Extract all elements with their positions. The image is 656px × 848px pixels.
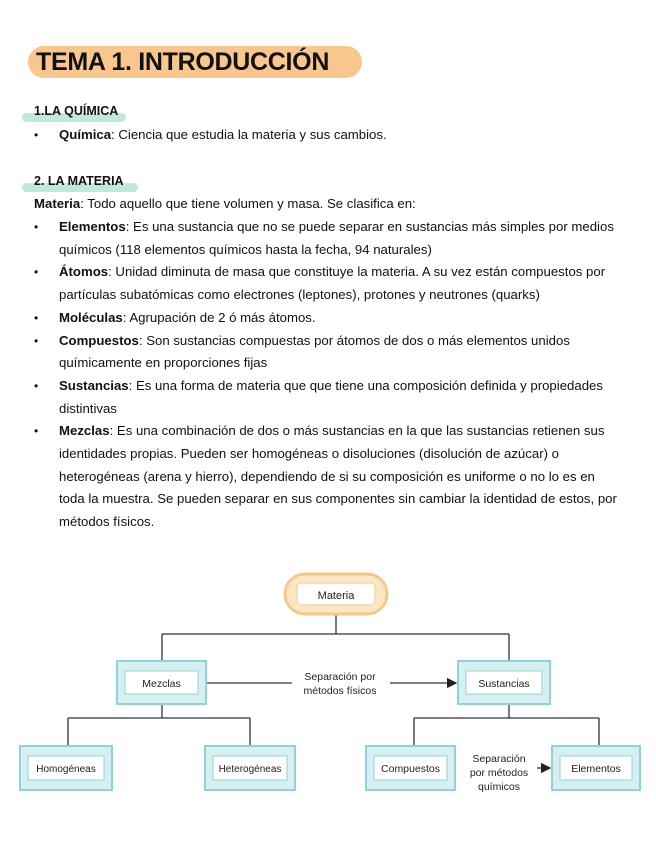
item-text: : Ciencia que estudia la materia y sus cambios. (111, 127, 387, 142)
item-text: : Es una sustancia que no se puede separar en sustancias más simples por medios químicos (118 elementos químicos hasta la fecha, 94 naturales) (59, 219, 614, 257)
node-label: Compuestos (381, 763, 440, 775)
item-term: Sustancias (59, 377, 129, 393)
node-label: Mezclas (142, 678, 181, 690)
node-label: Elementos (571, 763, 621, 775)
item-term: Elementos (59, 219, 126, 234)
physical-separation-label (304, 671, 377, 697)
node-label: Homogéneas (36, 764, 96, 775)
label-line: por métodos (469, 767, 529, 779)
item-text: : Son sustancias compuestas por átomos de dos o más elementos unidos químicamente en proporciones fijas (59, 332, 570, 371)
section-heading-text: 2. LA MATERIA (34, 174, 124, 188)
item-term: Moléculas (59, 309, 123, 325)
node-homogeneas (20, 746, 112, 790)
section-heading-text: 1.LA QUÍMICA (34, 104, 119, 118)
node-label: Heterogéneas (218, 764, 282, 775)
item-text: : Agrupación de 2 ó más átomos. (122, 309, 316, 325)
node-sustancias (458, 661, 550, 704)
page-title: TEMA 1. INTRODUCCIÓN (36, 48, 330, 76)
chemical-separation-label (470, 753, 528, 793)
node-compuestos (366, 746, 455, 790)
node-materia (285, 574, 387, 614)
item-term: Mezclas (59, 423, 110, 439)
node-label: Sustancias (478, 678, 530, 690)
item-term: Química (59, 127, 112, 142)
node-heterogeneas (205, 746, 295, 790)
item-text: : Unidad diminuta de masa que constituye la materia. A su vez están compuestos por partículas subatómicas como electrones (leptones), protones y neutrones (quarks) (59, 264, 606, 303)
node-mezclas (117, 661, 206, 704)
node-label: Materia (317, 590, 355, 602)
intro-text: : Todo aquello que tiene volumen y masa. Se clasifica en: (80, 196, 416, 211)
item-term: Átomos (59, 264, 109, 280)
intro-term: Materia (34, 196, 81, 211)
label-line: Separación (472, 753, 526, 765)
item-text: : Es una forma de materia que que tiene una composición definida y propiedades distintivas (59, 377, 603, 416)
label-line: métodos físicos (303, 685, 377, 697)
label-line: Separación por (304, 671, 376, 683)
item-term: Compuestos (59, 332, 139, 348)
node-elementos (552, 746, 640, 790)
item-text: : Es una combinación de dos o más sustancias en la que las sustancias retienen sus identidades propias. Pueden ser homogéneas o disoluciones (disolución de azúcar) o heterogéneas (arena y hierro), dependiendo de si su composición es uniforme o no lo es en toda la muestra. Se pueden separar en sus componentes sin cambiar la identidad de estos, por métodos físicos. (59, 423, 617, 530)
label-line: químicos (477, 781, 521, 793)
